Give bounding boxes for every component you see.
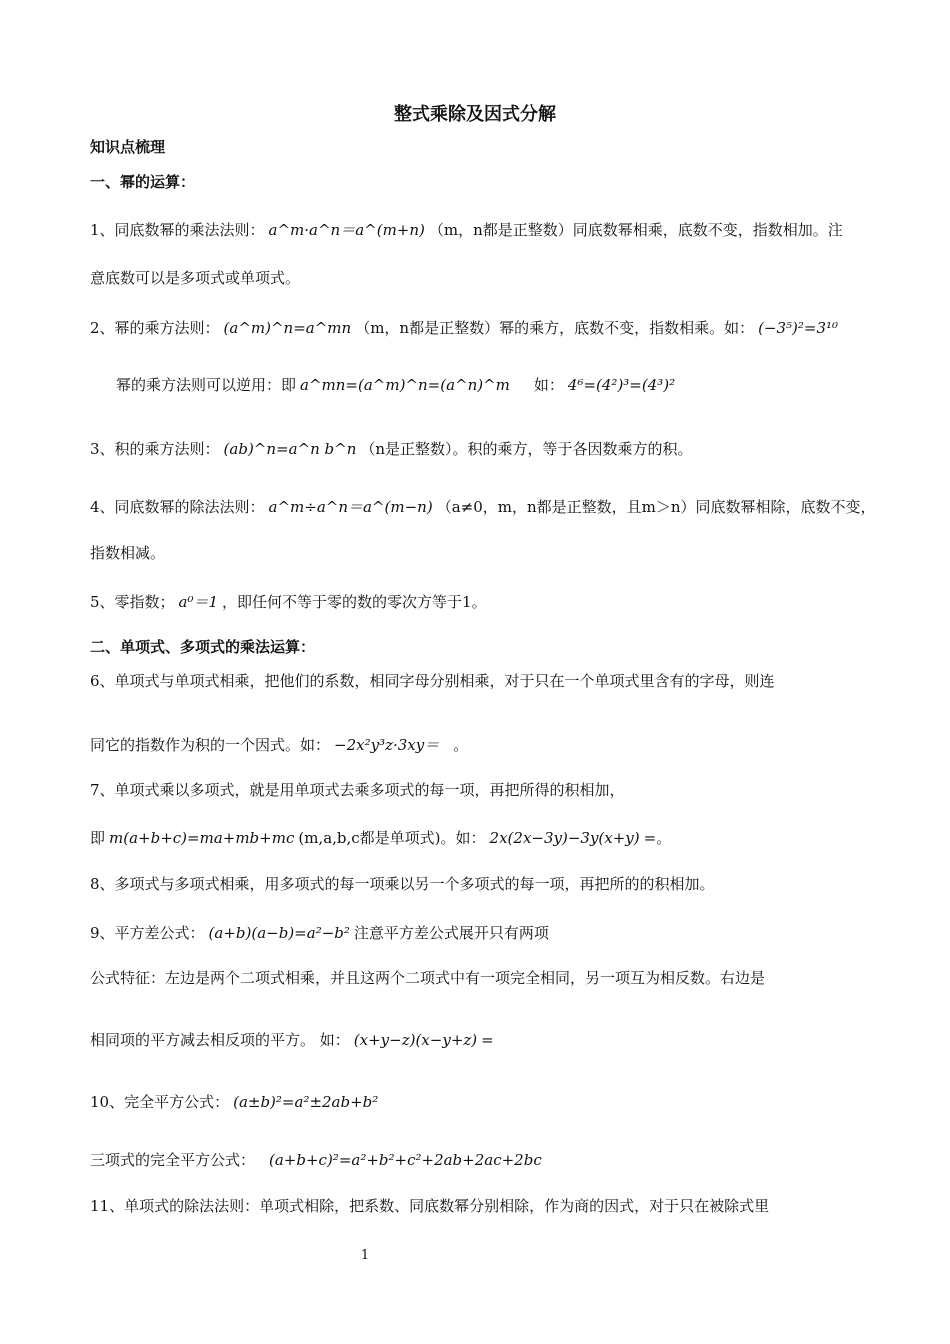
rule-5-text: 5、零指数；: [90, 593, 175, 611]
rule-9-cont: [90, 1030, 494, 1050]
document-title: 整式乘除及因式分解: [394, 104, 556, 125]
rule-1: [90, 220, 843, 240]
rule-10-formula: (a±b)²=a²±2ab+b²: [233, 1093, 379, 1111]
rule-1-desc: （m，n都是正整数）同底数幂相乘，底数不变，指数相加。注: [428, 221, 843, 239]
section-heading-2: 二、单项式、多项式的乘法运算：: [90, 638, 316, 656]
rule-5: [90, 592, 487, 612]
rule-9-text: 9、平方差公式：: [90, 924, 205, 942]
rule-8: 8、多项式与多项式相乘，用多项式的每一项乘以另一个多项式的每一项，再把所的的积相加。: [90, 875, 715, 893]
page-number: 1: [360, 1248, 370, 1263]
section-heading-1: 一、幂的运算：: [90, 173, 196, 191]
rule-3-desc: （n是正整数）。积的乘方，等于各因数乘方的积。: [360, 440, 693, 458]
rule-1-formula: a^m·a^n＝a^(m+n): [268, 221, 425, 239]
rule-2-inverse-example: 4⁶=(4²)³=(4³)²: [567, 376, 676, 394]
rule-2-example: (−3⁵)²=3¹⁰: [758, 319, 839, 337]
rule-3-formula: (ab)^n=a^n b^n: [223, 440, 357, 458]
rule-7-formula: m(a+b+c)=ma+mb+mc: [109, 829, 295, 847]
rule-4-cont: 指数相减。: [90, 544, 166, 562]
rule-2-inverse-formula: a^mn=(a^m)^n=(a^n)^m: [300, 376, 510, 394]
rule-1-text: 1、同底数幂的乘法法则：: [90, 221, 265, 239]
rule-11: 11、单项式的除法法则：单项式相除，把系数、同底数幂分别相除，作为商的因式，对于只在被除式里: [90, 1197, 770, 1215]
rule-2: [90, 318, 842, 338]
rule-9-cont-text: 相同项的平方减去相反项的平方。 如：: [90, 1031, 350, 1049]
rule-7: 7、单项式乘以多项式，就是用单项式去乘多项式的每一项，再把所得的积相加，: [90, 781, 625, 799]
rule-7-cont: [90, 828, 671, 848]
rule-4-text: 4、同底数幂的除法法则：: [90, 498, 265, 516]
rule-6-cont: [90, 735, 468, 755]
rule-3-text: 3、积的乘方法则：: [90, 440, 220, 458]
rule-6-example: −2x²y³z·3xy＝: [334, 736, 440, 754]
rule-2-formula: (a^m)^n=a^mn: [223, 319, 352, 337]
rule-6-end: 。: [453, 736, 469, 754]
rule-7-desc: (m,a,b,c都是单项式)。如：: [298, 829, 486, 847]
rule-2-desc: （m，n都是正整数）幂的乘方，底数不变，指数相乘。如：: [355, 319, 755, 337]
rule-10: [90, 1092, 382, 1112]
rule-2-inverse-text: 幂的乘方法则可以逆用：即: [116, 376, 297, 394]
rule-5-formula: a⁰＝1: [178, 593, 219, 611]
rule-7-example: 2x(2x−3y)−3y(x+y): [489, 829, 640, 847]
rule-10-trinomial: [90, 1150, 546, 1170]
rule-2-text: 2、幂的乘方法则：: [90, 319, 220, 337]
rule-9-desc: 注意平方差公式展开只有两项: [353, 924, 549, 942]
rule-4-desc: （a≠0，m，n都是正整数，且m＞n）同底数幂相除，底数不变，: [436, 498, 876, 516]
rule-7-text: 即: [90, 829, 106, 847]
rule-4-formula: a^m÷a^n＝a^(m−n): [268, 498, 433, 516]
rule-4: [90, 497, 876, 517]
rule-9-end: =: [481, 1031, 494, 1049]
rule-2-inverse: [116, 375, 679, 395]
rule-6-cont-text: 同它的指数作为积的一个因式。如：: [90, 736, 331, 754]
rule-2-inverse-label: 如：: [533, 376, 564, 394]
rule-9-example: (x+y−z)(x−y+z): [353, 1031, 478, 1049]
rule-7-end: =。: [643, 829, 672, 847]
rule-9: [90, 923, 549, 943]
rule-10-text: 10、完全平方公式：: [90, 1093, 230, 1111]
rule-9-feature: 公式特征：左边是两个二项式相乘，并且这两个二项式中有一项完全相同，另一项互为相反数。右边是: [90, 969, 766, 987]
rule-10-trinomial-text: 三项式的完全平方公式：: [90, 1151, 256, 1169]
rule-6: 6、单项式与单项式相乘，把他们的系数，相同字母分别相乘，对于只在一个单项式里含有的字母，则连: [90, 672, 775, 690]
rule-5-desc: ，即任何不等于零的数的零次方等于1。: [222, 593, 487, 611]
rule-10-trinomial-formula: (a+b+c)²=a²+b²+c²+2ab+2ac+2bc: [269, 1151, 542, 1169]
rule-3: [90, 439, 693, 459]
rule-1-cont: 意底数可以是多项式或单项式。: [90, 269, 301, 287]
rule-9-formula: (a+b)(a−b)=a²−b²: [208, 924, 350, 942]
section-overview: 知识点梳理: [90, 138, 166, 156]
